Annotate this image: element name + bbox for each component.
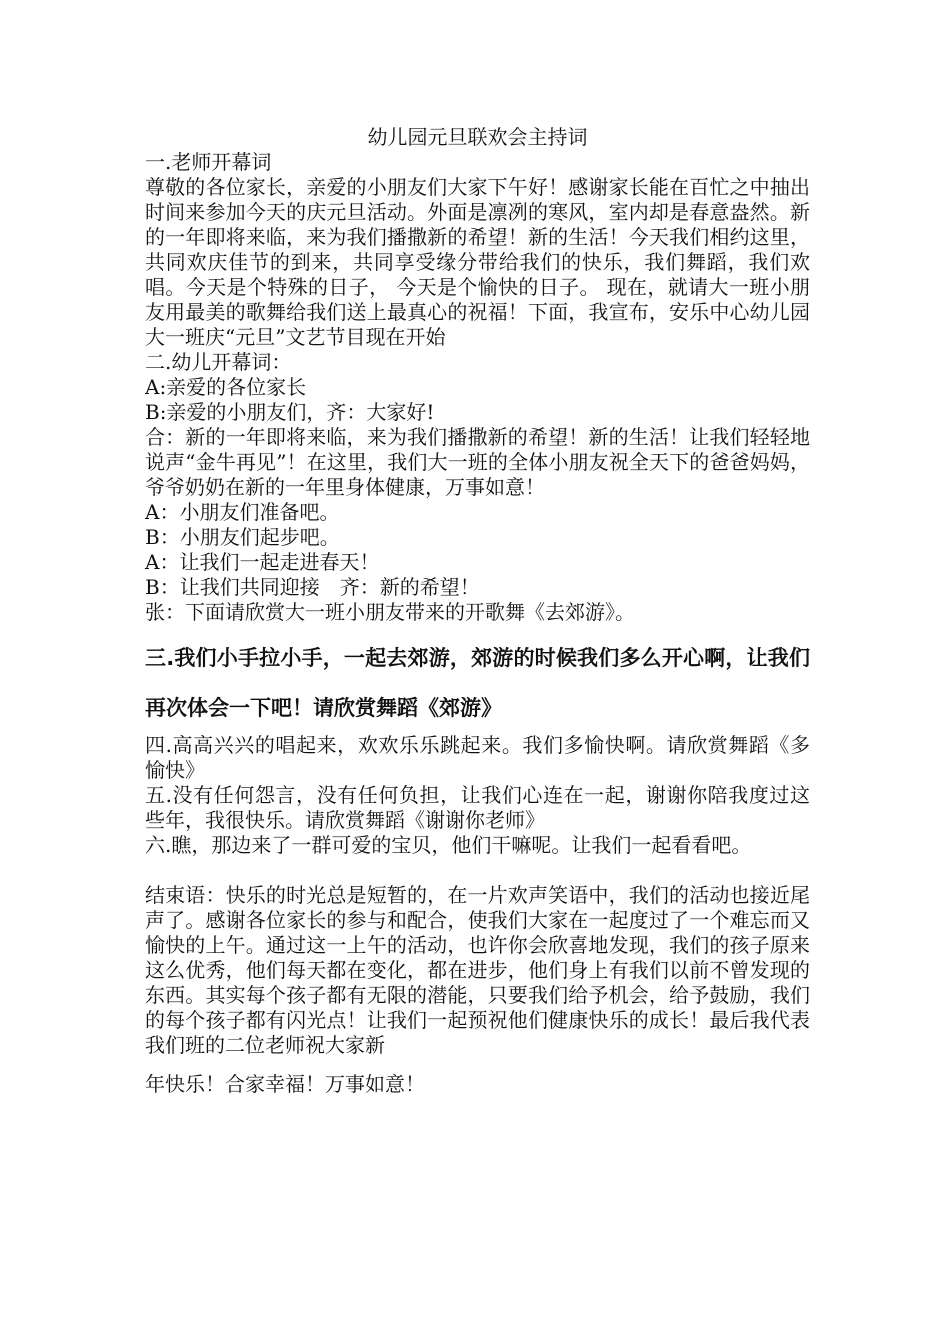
section-2-line: B：小朋友们起步吧。: [145, 525, 340, 549]
section-2-line: 张：下面请欣赏大一班小朋友带来的开歌舞《去郊游》。: [145, 600, 635, 624]
document-title: 幼儿园元旦联欢会主持词: [367, 125, 588, 149]
section-6-text: 六.瞧，那边来了一群可爱的宝贝，他们干嘛呢。让我们一起看看吧。: [145, 833, 752, 857]
section-1-heading: 一.老师开幕词: [145, 150, 272, 174]
section-3-text: 三.我们小手拉小手，一起去郊游，郊游的时候我们多么开心啊，让我们再次体会一下吧！请欣赏舞蹈《郊游》: [145, 646, 810, 720]
section-2-line: B:亲爱的小朋友们，齐：大家好!: [145, 400, 435, 424]
document-body: [145, 125, 810, 1097]
section-2-heading: 二.幼儿开幕词：: [145, 350, 292, 374]
section-2-line: A:亲爱的各位家长: [145, 375, 307, 399]
section-2-line: A：让我们一起走进春天！: [145, 550, 380, 574]
section-1-body: 尊敬的各位家长，亲爱的小朋友们大家下午好！感谢家长能在百忙之中抽出时间来参加今天的庆元旦活动。外面是凛冽的寒风，室内却是春意盎然。新的一年即将来临，来为我们播撒新的希望！新的生活！今天我们相约这里，共同欢庆佳节的到来，共同享受缘分带给我们的快乐，我们舞蹈，我们欢唱。今天是个特殊的日子， 今天是个愉快的日子。 现在，就请大一班小朋友用最美的歌舞给我们送上最真心的祝福！下面，我宣布，安乐中心幼儿园大一班庆“元旦”文艺节目现在开始: [145, 175, 810, 349]
closing-tail-text: 年快乐！合家幸福！万事如意！: [145, 1072, 425, 1096]
closing-text: 结束语：快乐的时光总是短暂的，在一片欢声笑语中，我们的活动也接近尾声了。感谢各位家长的参与和配合，使我们大家在一起度过了一个难忘而又愉快的上午。通过这一上午的活动，也许你会欣喜地发现，我们的孩子原来这么优秀，他们每天都在变化，都在进步，他们身上有我们以前不曾发现的东西。其实每个孩子都有无限的潜能，只要我们给予机会，给予鼓励，我们的每个孩子都有闪光点！让我们一起预祝他们健康快乐的成长！最后我代表我们班的二位老师祝大家新: [145, 883, 810, 1057]
section-5-text: 五.没有任何怨言，没有任何负担，让我们心连在一起，谢谢你陪我度过这些年，我很快乐。请欣赏舞蹈《谢谢你老师》: [145, 783, 810, 832]
paragraph-gap: [145, 858, 810, 883]
section-4-text: 四.高高兴兴的唱起来，欢欢乐乐跳起来。我们多愉快啊。请欣赏舞蹈《多愉快》: [145, 733, 810, 782]
section-2-line: A：小朋友们准备吧。: [145, 500, 340, 524]
section-2-line: B：让我们共同迎接 齐：新的希望！: [145, 575, 480, 599]
section-2-line: 合：新的一年即将来临，来为我们播撒新的希望！新的生活！让我们轻轻地说声“金牛再见”！在这里，我们大一班的全体小朋友祝全天下的爸爸妈妈，爷爷奶奶在新的一年里身体健康，万事如意！: [145, 425, 810, 499]
